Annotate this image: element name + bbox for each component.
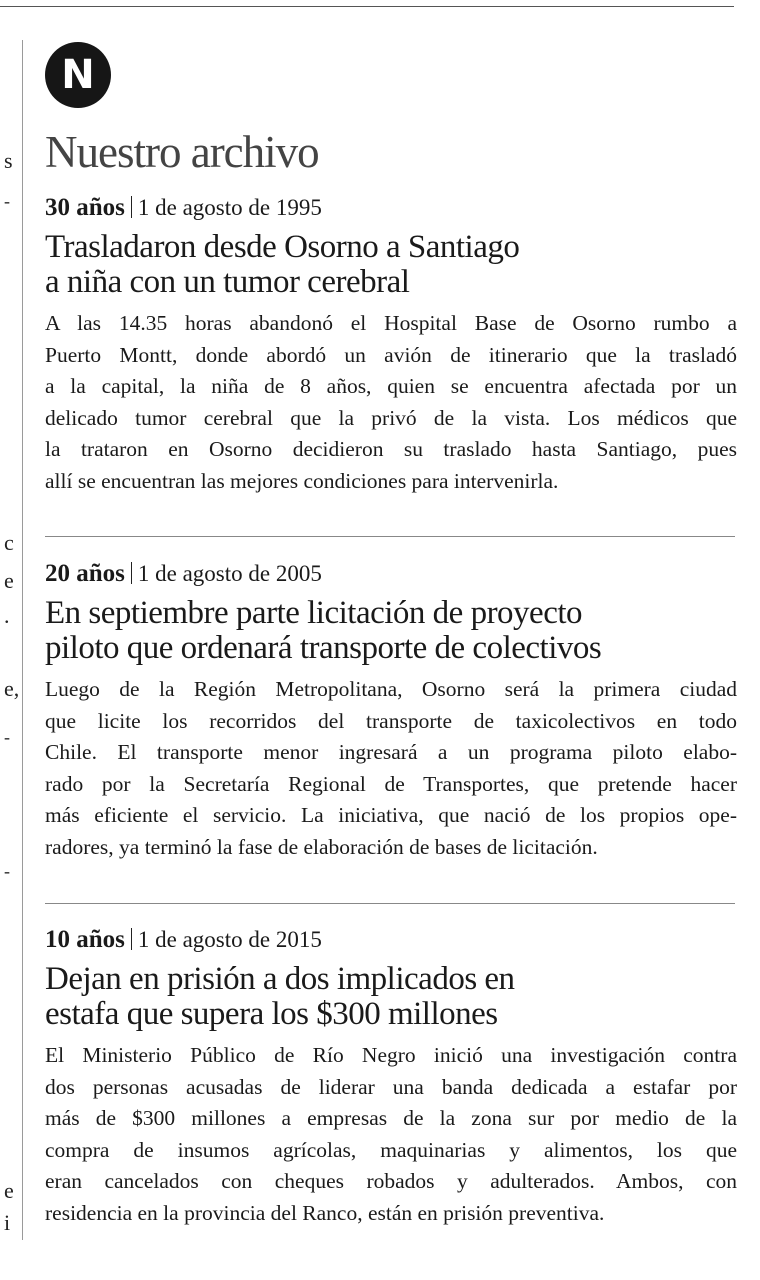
entry-divider bbox=[45, 536, 735, 537]
body-line: Puerto Montt, donde abordó un avión de itinerario que la trasladó bbox=[45, 342, 737, 367]
adjacent-column-fragments bbox=[0, 0, 20, 1280]
body-line: que licite los recorridos del transporte de taxicolectivos en todo bbox=[45, 708, 737, 733]
archive-entry bbox=[45, 558, 740, 863]
gutter-fragment: i bbox=[4, 1210, 11, 1235]
entry-years: 10 años bbox=[45, 926, 125, 953]
entry-kicker bbox=[45, 558, 740, 590]
entry-headline bbox=[45, 962, 740, 1032]
headline-line: estafa que supera los $300 millones bbox=[45, 996, 498, 1032]
entry-kicker bbox=[45, 924, 740, 956]
entry-years: 30 años bbox=[45, 194, 125, 221]
body-line: delicado tumor cerebral que la privó de la vista. Los médicos que bbox=[45, 405, 737, 430]
body-line: A las 14.35 horas abandonó el Hospital Base de Osorno rumbo a bbox=[45, 311, 737, 335]
entry-body bbox=[45, 308, 740, 497]
newspaper-logo-badge: N bbox=[45, 42, 111, 108]
body-line: la trataron en Osorno decidieron su traslado hasta Santiago, pues bbox=[45, 437, 737, 461]
entry-years: 20 años bbox=[45, 560, 125, 587]
headline-line: Trasladaron desde Osorno a Santiago bbox=[45, 229, 520, 265]
gutter-fragment: - bbox=[4, 727, 10, 747]
entry-date: 1 de agosto de 1995 bbox=[137, 195, 322, 220]
gutter-fragment: e bbox=[4, 568, 14, 593]
gutter-fragment: . bbox=[4, 603, 10, 628]
kicker-separator bbox=[131, 928, 132, 950]
body-line: Luego de la Región Metropolitana, Osorno será la primera ciudad bbox=[45, 677, 737, 701]
gutter-fragment: s bbox=[4, 148, 13, 173]
kicker-separator bbox=[131, 562, 132, 584]
body-line: compra de insumos agrícolas, maquinarias y alimentos, los que bbox=[45, 1137, 737, 1162]
headline-line: a niña con un tumor cerebral bbox=[45, 264, 410, 300]
kicker-separator bbox=[131, 196, 132, 218]
body-line: eran cancelados con cheques robados y adulterados. Ambos, con bbox=[45, 1169, 737, 1193]
entry-kicker bbox=[45, 192, 740, 224]
archive-entry bbox=[45, 924, 740, 1229]
body-line: dos personas acusadas de liderar una banda dedicada a estafar por bbox=[45, 1074, 737, 1099]
body-line: a la capital, la niña de 8 años, quien se encuentra afectada por un bbox=[45, 374, 737, 398]
body-line: El Ministerio Público de Río Negro inició una investigación contra bbox=[45, 1043, 737, 1067]
entry-headline bbox=[45, 230, 740, 300]
section-title: Nuestro archivo bbox=[45, 127, 319, 177]
entry-headline bbox=[45, 596, 740, 666]
gutter-fragment: - bbox=[4, 191, 10, 211]
headline-line: piloto que ordenará transporte de colectivos bbox=[45, 630, 602, 666]
body-line: rado por la Secretaría Regional de Transportes, que pretende hacer bbox=[45, 771, 737, 796]
gutter-fragment: e, bbox=[4, 676, 20, 701]
entry-body bbox=[45, 1040, 740, 1229]
gutter-fragment: e bbox=[4, 1178, 14, 1203]
gutter-fragment: - bbox=[4, 861, 10, 881]
body-line: Chile. El transporte menor ingresará a un programa piloto elabo- bbox=[45, 740, 737, 764]
body-line: residencia en la provincia del Ranco, están en prisión preventiva. bbox=[45, 1200, 605, 1225]
entry-divider bbox=[45, 903, 735, 904]
gutter-fragment: c bbox=[4, 530, 14, 555]
headline-line: En septiembre parte licitación de proyecto bbox=[45, 595, 583, 631]
entry-date: 1 de agosto de 2015 bbox=[137, 927, 322, 952]
body-line: allí se encuentran las mejores condiciones para intervenirla. bbox=[45, 468, 559, 493]
entry-date: 1 de agosto de 2005 bbox=[137, 561, 322, 586]
headline-line: Dejan en prisión a dos implicados en bbox=[45, 961, 515, 997]
column-divider bbox=[22, 40, 23, 1240]
body-line: más de $300 millones a empresas de la zona sur por medio de la bbox=[45, 1106, 737, 1130]
archive-entry bbox=[45, 192, 740, 497]
top-rule bbox=[0, 6, 734, 7]
body-line: más eficiente el servicio. La iniciativa, que nació de los propios ope- bbox=[45, 803, 737, 827]
entry-body bbox=[45, 674, 740, 863]
body-line: radores, ya terminó la fase de elaboración de bases de licitación. bbox=[45, 834, 598, 859]
